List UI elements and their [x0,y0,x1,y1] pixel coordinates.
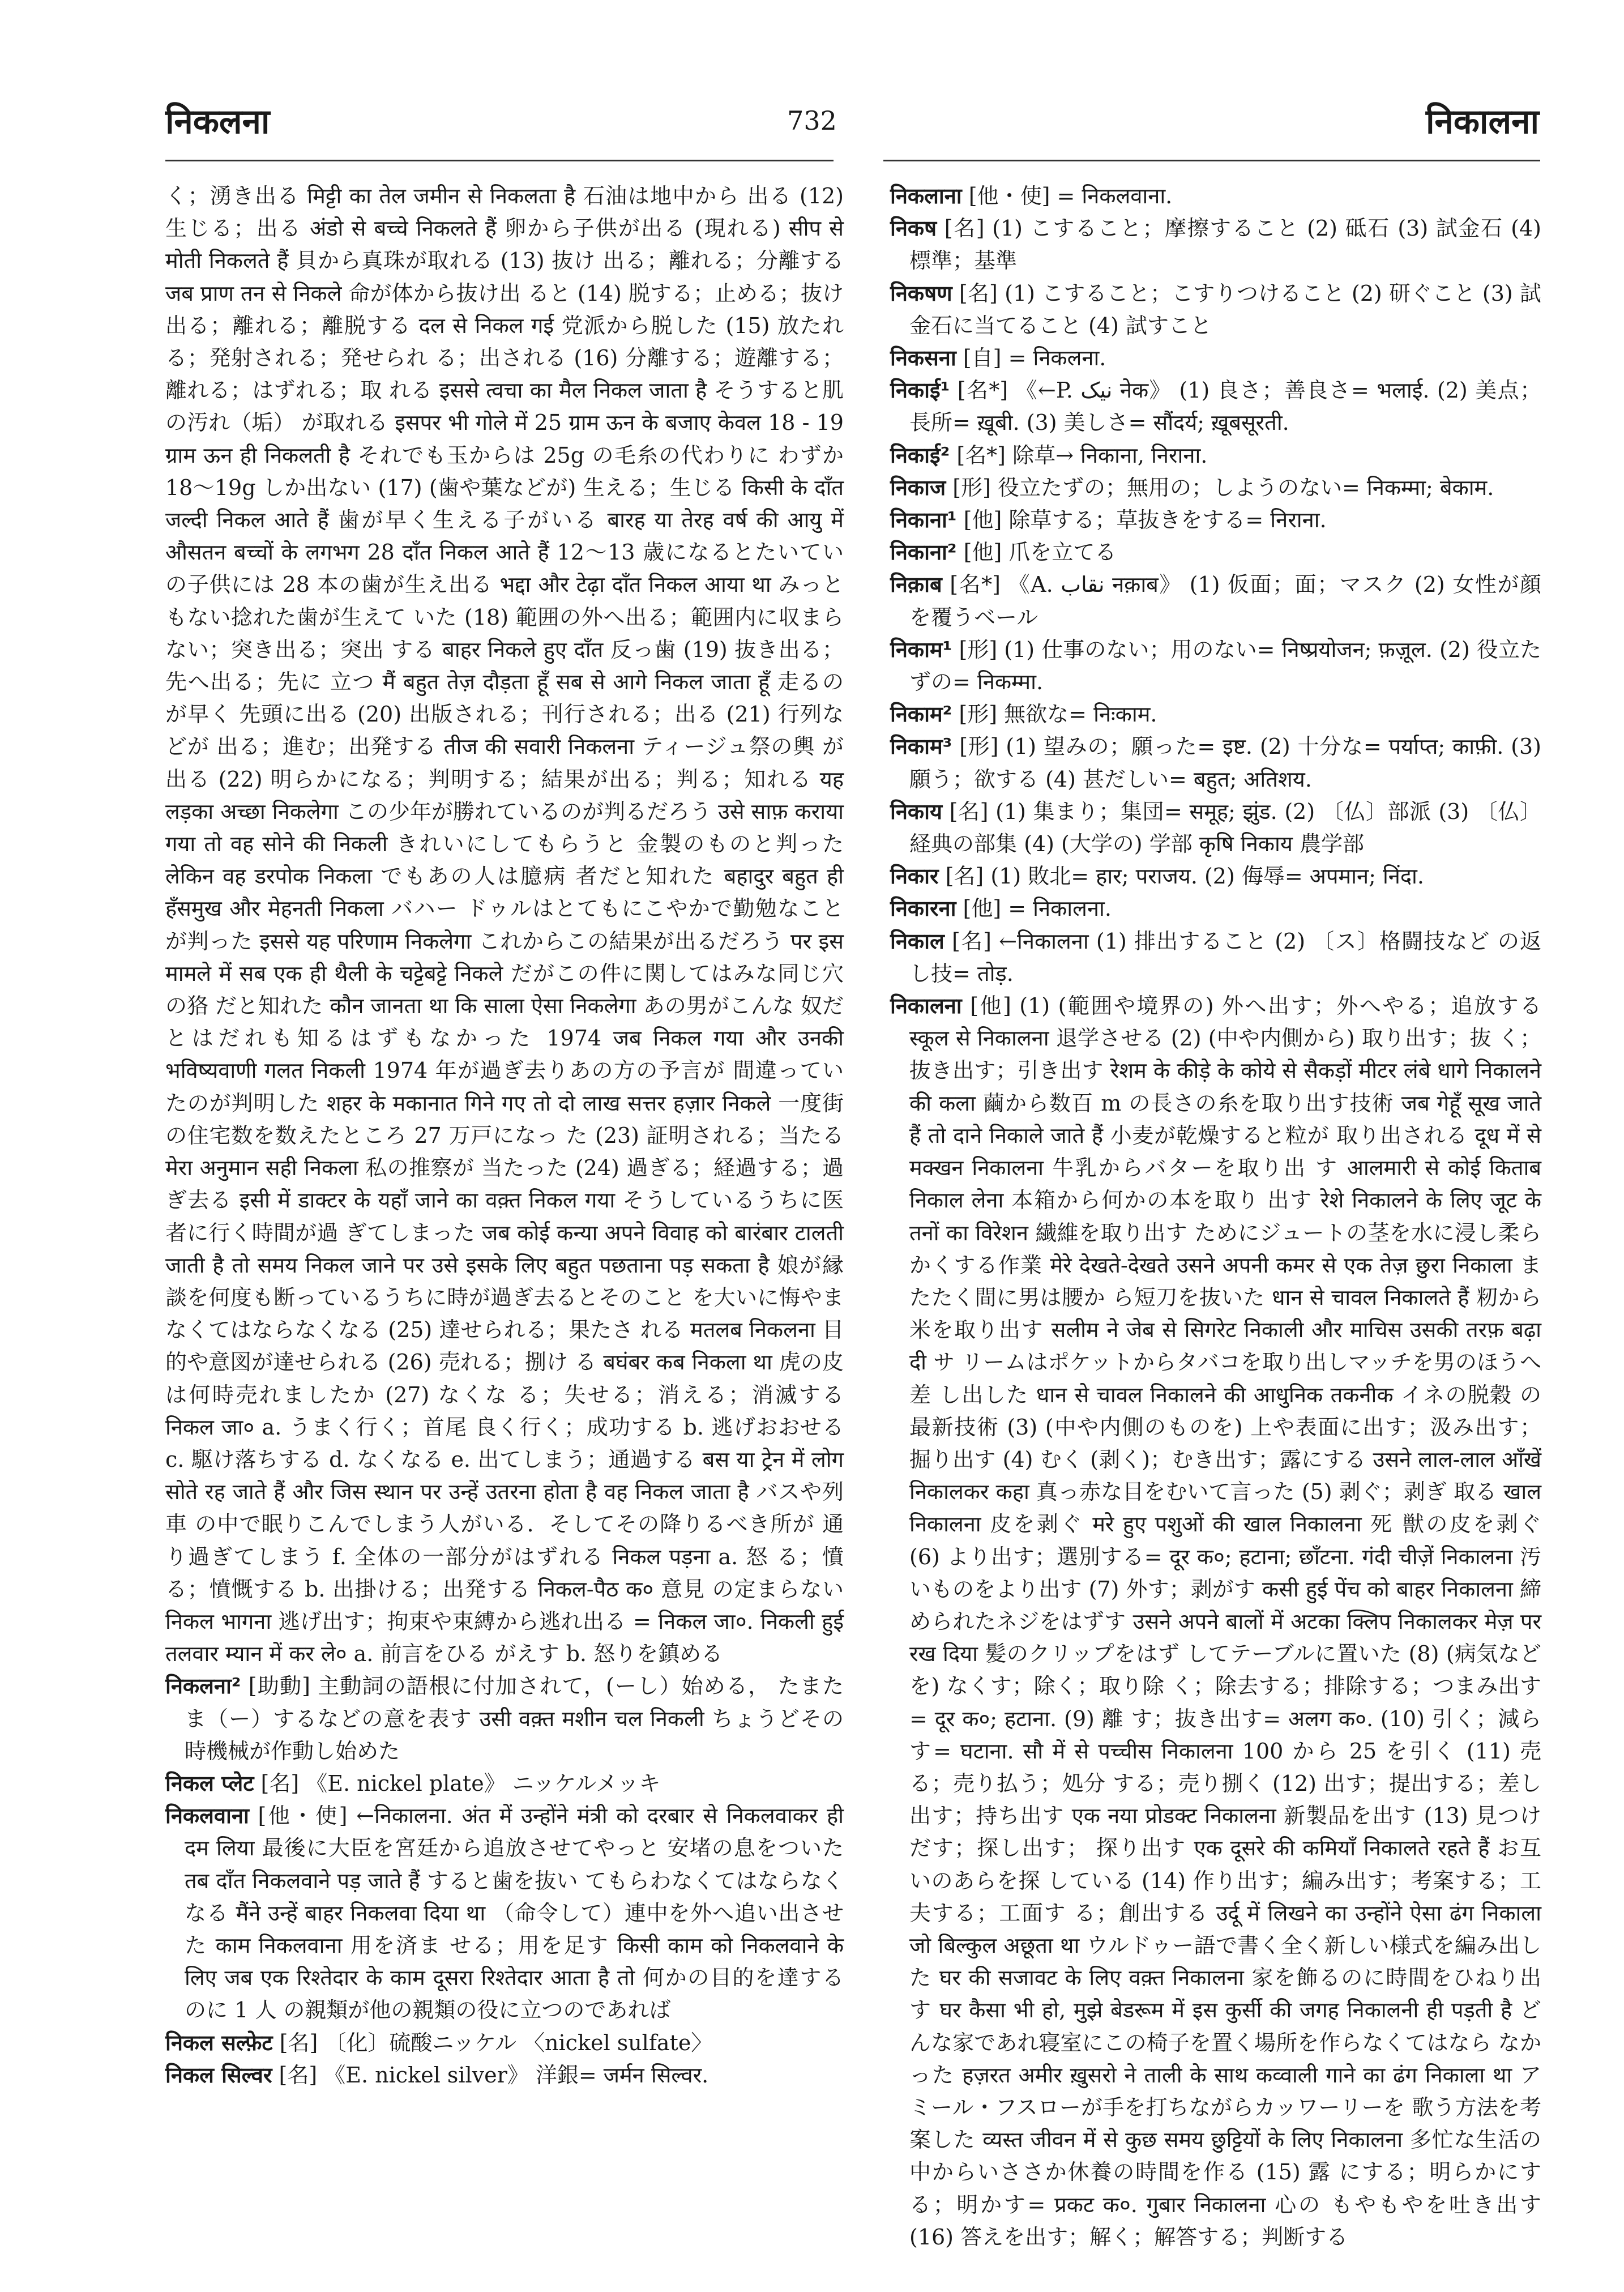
entry-definition: [形] 役立たずの；無用の；しようのない= निकम्मा; बेकाम. [952,475,1494,500]
entry-headword: निकाई² [890,442,950,468]
entry-definition: [形] (1) 望みの；願った= इष्ट. (2) 十分な= पर्याप्त; काफ़ी. (3) 願う；欲する (4) 甚だしい= बहुत; अतिशय. [909,734,1541,792]
entry-definition: [自] = निकलना. [963,345,1106,371]
dictionary-entry [165,1768,844,1800]
entry-headword: निकारना [890,896,956,921]
right-column [890,180,1541,2253]
running-head-left: निकलना [165,102,270,142]
dictionary-entry [890,698,1541,731]
entry-headword: निकल सल्फ़ेट [165,2030,273,2055]
entry-headword: निकाय [890,799,942,824]
dictionary-entry [165,2027,844,2059]
entry-headword: निकष [890,216,937,241]
header-rule-right [883,160,1540,161]
entry-headword: निकलना² [165,1674,241,1699]
entry-definition: [名] (1) こすること；こすりつけること (2) 研ぐこと (3) 試金石に当てること (4) 試すこと [909,280,1541,338]
entry-definition: [名] (1) 敗北= हार; पराजय. (2) 侮辱= अपमान; निंदा. [945,864,1424,889]
entry-headword: निकलाना [890,183,962,208]
dictionary-entry [890,536,1541,569]
dictionary-entry [890,278,1541,342]
entry-definition: [名*] 《←P. نیک नेक》 (1) 良さ；善良さ= भलाई. (2) 美点；長所= ख़ूबी. (3) 美しさ= सौंदर्य; ख़ूबसूरती. [909,378,1541,436]
entry-definition: [形] (1) 仕事のない；用のない= निष्प्रयोजन; फ़ज़ूल. (2) 役立たずの= निकम्मा. [909,637,1541,695]
entry-definition: く；湧き出る मिट्टी का तेल जमीन से निकलता है 石油は地中から 出る (12) 生じる；出る अंडो से बच्चे निकलते हैं 卵から子供が出る (現れる) सीप से मोती निकलते हैं 貝から真珠が取れる (13) 抜け 出る；離れる；分離する जब प्राण तन से निकले 命が体から抜け出 ると (14) 脱する；止める；抜け出る；離れる；離脱する दल से निकल गई 党派から脱した (15) 放たれる；発射される；発せられ る；出される (16) 分離する；遊離する；離れる；はずれる；取 れる इससे त्वचा का मैल निकल जाता है そうすると肌の汚れ（垢） が取れる इसपर भी गोले में 25 ग्राम ऊन के बजाए केवल 18 - 19 ग्राम ऊन ही निकलती है それでも玉からは 25g の毛糸の代わりに わずか 18～19g しか出ない (17) (歯や葉などが) 生える；生じる किसी के दाँत जल्दी निकल आते हैं 歯が早く生える子がいる बारह या तेरह वर्ष की आयु में औसतन बच्चों के लगभग 28 दाँत निकल आते हैं 12～13 歳になるとたいていの子供には 28 本の歯が生え出る भद्दा और टेढ़ा दाँत निकल आया था みっともない捻れた歯が生えて いた (18) 範囲の外へ出る；範囲内に収まらない；突き出る；突出 する बाहर निकले हुए दाँत 反っ歯 (19) 抜き出る；先へ出る；先に 立つ मैं बहुत तेज़ दौड़ता हूँ सब से आगे निकल जाता हूँ 走るのが早く 先頭に出る (20) 出版される；刊行される；出る (21) 行列などが 出る；進む；出発する तीज की सवारी निकलना ティージュ祭の輿 が出る (22) 明らかになる；判明する；結果が出る；判る；知れる यह लड़का अच्छा निकलेगा この少年が勝れているのが判るだろう उसे साफ़ कराया गया तो वह सोने की निकली きれいにしてもらうと 金製のものと判った लेकिन वह डरपोक निकला でもあの人は臆病 者だと知れた बहादुर बहुत ही हँसमुख और मेहनती निकला バハー ドゥルはとてもにこやかで勤勉なことが判った इससे यह परिणाम निकलेगा これからこの結果が出るだろう पर इस मामले में सब एक ही थैली के चट्टेबट्टे निकले だがこの件に関してはみな同じ穴の狢 だと知れた कौन जानता था कि साला ऐसा निकलेगा あの男がこんな 奴だとはだれも知るはずもなかった 1974 जब निकल गया और उनकी भविष्यवाणी गलत निकली 1974 年が過ぎ去りあの方の予言が 間違っていたのが判明した शहर के मकानात गिने गए तो दो लाख सत्तर हज़ार निकले 一度街の住宅数を数えたところ 27 万戸になっ た (23) 証明される；当たる मेरा अनुमान सही निकला 私の推察が 当たった (24) 過ぎる；経過する；過ぎ去る इसी में डाक्टर के यहाँ जाने का वक़्त निकल गया そうしているうちに医者に行く時間が過 ぎてしまった जब कोई कन्या अपने विवाह को बारंबार टालती जाती है तो समय निकल जाने पर उसे इसके लिए बहुत पछताना पड़ सकता है 娘が縁談を何度も断っているうちに時が過ぎ去るとそのこと を大いに悔やまなくてはならなくなる (25) 達せられる；果たさ れる मतलब निकलना 目的や意図が達せられる (26) 売れる；捌け る बघंबर कब निकला था 虎の皮は何時売れましたか (27) なくな る；失せる；消える；消滅する निकल जा० a. うまく行く；首尾 良く行く；成功する b. 逃げおおせる c. 駆け落ちする d. なくなる e. 出てしまう；通過する बस या ट्रेन में लोग सोते रह जाते हैं और जिस स्थान पर उन्हें उतरना होता है वह निकल जाता है バスや列車 の中で眠りこんでしまう人がいる．そしてその降りるべき所が 通り過ぎてしまう f. 全体の一部分がはずれる निकल पड़ना a. 怒 る；憤る；憤慨する b. 出掛ける；出発する निकल-पैठ क० 意見 の定まらない निकल भागना 逃げ出す；拘束や束縛から逃れ出る = निकल जा०. निकली हुई तलवार म्यान में कर ले० a. 前言をひる がえす b. 怒りを鎮める [165,183,844,1667]
dictionary-entry [890,342,1541,374]
entry-headword: निकसना [890,345,956,371]
entry-definition: [他] 除草する；草抜きをする= निराना. [963,507,1327,533]
entry-headword: निकाम³ [890,734,952,759]
entry-definition: [名*] 《A. نقاب नक़ाब》 (1) 仮面；面；マスク (2) 女性が顔 を覆うベール [909,572,1541,630]
entry-definition: [他] = निकालना. [963,896,1112,921]
entry-definition: [名] 〔化〕硫酸ニッケル 〈nickel sulfate〉 [279,2030,713,2055]
entry-headword: निकषण [890,280,952,306]
header-rule-left [165,160,834,161]
dictionary-entry [890,212,1541,277]
dictionary-entry [890,472,1541,504]
dictionary-entry [890,569,1541,633]
dictionary-entry [890,504,1541,536]
dictionary-entry [890,990,1541,2253]
entry-headword: निक़ाब [890,572,942,597]
entry-definition: [他・使] ←निकालना. अंत में उन्होंने मंत्री को दरबार से निकलवाकर ही दम लिया 最後に大臣を宮廷から追放させてやっと 安堵の息をついた तब दाँत निकलवाने पड़ जाते हैं すると歯を抜い てもらわなくてはならなくなる मैंने उन्हें बाहर निकलवा दिया था （命令して）連中を外へ追い出させた काम निकलवाना 用を済ま せる；用を足す किसी काम को निकलवाने के लिए जब एक रिश्तेदार के काम दूसरा रिश्तेदार आता है तो 何かの目的を達するのに 1 人 の親類が他の親類の役に立つのであれば [185,1803,844,2023]
entry-definition: [助動] 主動詞の語根に付加されて，(ーし）始める， たまたま（ー）するなどの意を表す उसी वक़्त मशीन चल निकली ちょうどその時機械が作動し始めた [185,1674,844,1764]
entry-headword: निकाल [890,928,945,954]
entry-definition: [他・使] = निकलवाना. [968,183,1173,208]
entry-headword: निकाई¹ [890,378,950,403]
entry-headword: निकल प्लेट [165,1770,254,1796]
dictionary-entry [890,731,1541,795]
entry-definition: [他] 爪を立てる [963,540,1117,565]
dictionary-entry [890,634,1541,698]
page-number: 732 [787,105,837,136]
running-head-right: निकालना [1426,102,1539,142]
dictionary-entry [165,1800,844,2026]
dictionary-entry [890,796,1541,860]
dictionary-entry [165,2059,844,2092]
dictionary-entry [165,1670,844,1768]
entry-definition: [名] (1) 集まり；集団= समूह; झुंड. (2) 〔仏〕部派 (3) 〔仏〕経典の部集 (4) (大学の) 学部 कृषि निकाय 農学部 [909,799,1541,857]
entry-definition: [他] (1) (範囲や境界の) 外へ出す；外へやる；追放する स्कूल से निकालना 退学させる (2) (中や内側から) 取り出す；抜 く；抜き出す；引き出す रेशम के कीड़े के कोये से सैकड़ों मीटर लंबे धागे निकालने की कला 繭から数百 m の長さの糸を取り出す技術 जब गेहूँ सूख जाते हैं तो दाने निकाले जाते हैं 小麦が乾燥すると粒が 取り出される दूध में से मक्खन निकालना 牛乳からバターを取り出 す आलमारी से कोई किताब निकाल लेना 本箱から何かの本を取り 出す रेशे निकालने के लिए जूट के तनों का विरेशन 繊維を取り出す ためにジュートの茎を水に浸し柔らかくする作業 मेरे देखते-देखते उसने अपनी कमर से एक तेज़ छुरा निकाला またたく間に男は腰か ら短刀を抜いた धान से चावल निकालते हैं 籾から米を取り出す सलीम ने जेब से सिगरेट निकाली और माचिस उसकी तरफ़ बढ़ा दी サ リームはポケットからタバコを取り出しマッチを男のほうへ差 し出した धान से चावल निकालने की आधुनिक तकनीक イネの脱穀 の最新技術 (3) (中や内側のものを) 上や表面に出す；汲み出す； 掘り出す (4) むく (剥く)；むき出す；露にする उसने लाल-लाल आँखें निकालकर कहा 真っ赤な目をむいて言った (5) 剥ぐ；剥ぎ 取る खाल निकालना 皮を剥ぐ मरे हुए पशुओं की खाल निकालना 死 獣の皮を剥ぐ (6) より出す；選別する= दूर क०; हटाना; छाँटना. गंदी चीज़ें निकालना 汚いものをより出す (7) 外す；剥がす कसी हुई पेंच को बाहर निकालना 締められたネジをはずす उसने अपने बालों में अटका क्लिप निकालकर मेज़ पर रख दिया 髪のクリップをはず してテーブルに置いた (8) (病気などを) なくす；除く；取り除 く；除去する；排除する；つまみ出す= दूर क०; हटाना. (9) 離 す；抜き出す= अलग क०. (10) 引く；減らす= घटाना. सौ में से पच्चीस निकालना 100 から 25 を引く (11) 売る；売り払う；処分 する；売り捌く (12) 出す；提出する；差し出す；持ち出す एक नया प्रोडक्ट निकालना 新製品を出す (13) 見つけだす；探し出す； 探り出す एक दूसरे की कमियाँ निकालते रहते हैं お互いのあらを探 している (14) 作り出す；編み出す；考案する；工夫する；工面す る；創出する उर्दू में लिखने का उन्होंने ऐसा ढंग निकाला जो बिल्कुल अछूता था ウルドゥー語で書く全く新しい様式を編み出した घर की सजावट के लिए वक़्त निकालना 家を飾るのに時間をひねり出す घर कैसा भी हो, मुझे बेडरूम में इस कुर्सी की जगह निकालनी ही पड़ती है どんな家であれ寝室にこの椅子を置く場所を作らなくてはなら なかった हज़रत अमीर ख़ुसरो ने ताली के साथ कव्वाली गाने का ढंग निकाला था アミール・フスローが手を打ちながらカッワーリーを 歌う方法を考案した व्यस्त जीवन में से कुछ समय छुट्टियों के लिए निकालना 多忙な生活の中からいささか休養の時間を作る (15) 露 にする；明らかにする；明かす= प्रकट क०. गुबार निकालना 心の もやもやを吐き出す (16) 答えを出す；解く；解答する；判断する [909,993,1541,2250]
entry-definition: [名] 《E. nickel silver》 洋銀= जर्मन सिल्वर. [279,2062,709,2088]
entry-headword: निकाना² [890,540,957,565]
entry-headword: निकालना [890,993,962,1019]
dictionary-entry [890,893,1541,925]
dictionary-entry [890,439,1541,472]
entry-headword: निकलवाना [165,1803,249,1829]
entry-definition: [名] 《E. nickel plate》 ニッケルメッキ [260,1770,661,1796]
entry-definition: [形] 無欲な= निःकाम. [959,702,1157,727]
entry-headword: निकार [890,864,939,889]
entry-definition: [名] ←निकालना (1) 排出すること (2) 〔ス〕格闘技など の返し技= तोड़. [909,928,1541,986]
entry-headword: निकाम¹ [890,637,952,662]
entry-headword: निकाम² [890,702,952,727]
dictionary-entry [890,374,1541,439]
dictionary-entry [890,860,1541,893]
entry-headword: निकाना¹ [890,507,957,533]
entry-headword: निकाज [890,475,946,500]
dictionary-entry [890,180,1541,212]
left-column [165,180,844,2092]
entry-definition: [名*] 除草→ निकाना, निराना. [956,442,1208,468]
dictionary-entry [165,180,844,1670]
entry-headword: निकल सिल्वर [165,2062,272,2088]
entry-definition: [名] (1) こすること；摩擦すること (2) 砥石 (3) 試金石 (4) 標準；基準 [909,216,1541,274]
dictionary-entry [890,925,1541,990]
